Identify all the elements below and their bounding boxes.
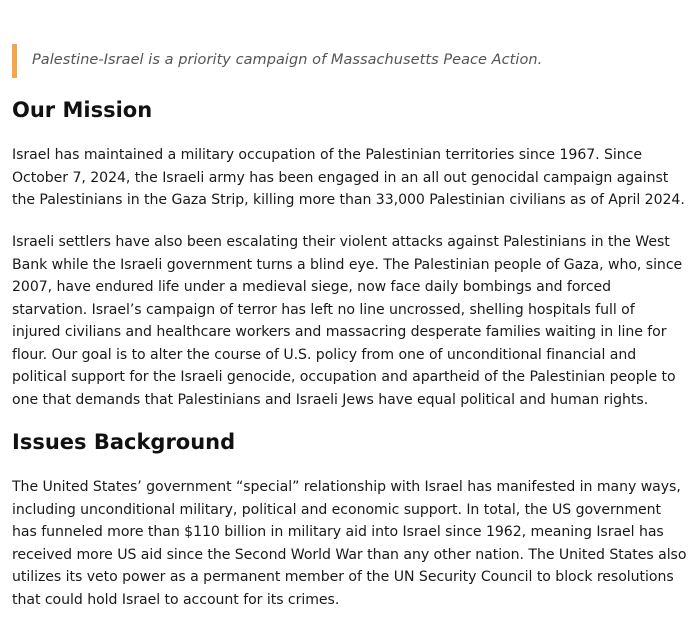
issues-paragraph-1: The United States’ government “special” relationship with Israel has manifested in many ways, including unconditional military, political and economic support. In total, the US government has funneled more than $110 billion in military aid into Israel since 1962, meaning Israel has received more US aid since the Second World War than any other nation. The United States also utilizes its veto power as a permanent member of the UN Security Council to block resolutions that could hold Israel to account for its crimes. [12,479,687,608]
issues-background-heading: Issues Background [12,430,236,454]
mission-paragraph-1: Israel has maintained a military occupation of the Palestinian territories since 1967. Since October 7, 2024, the Israeli army has been engaged in an all out genocidal campaign against the Palestinians in the Gaza Strip, killing more than 33,000 Palestinian civilians as of April 2024. [12,147,685,208]
mission-heading: Our Mission [12,98,153,122]
mission-paragraph-2: Israeli settlers have also been escalating their violent attacks against Palestinians in the West Bank while the Israeli government turns a blind eye. The Palestinian people of Gaza, who, since 2007, have endured life under a medieval siege, now face daily bombings and forced starvation. Israel’s campaign of terror has left no line uncrossed, shelling hospitals full of injured civilians and healthcare workers and massacring desperate families waiting in line for flour. Our goal is to alter the course of U.S. policy from one of unconditional financial and political support for the Israeli genocide, occupation and apartheid of the Palestinian people to one that demands that Palestinians and Israeli Jews have equal political and human rights. [12,234,683,408]
campaign-callout [12,44,672,78]
callout-text: Palestine-Israel is a priority campaign of Massachusetts Peace Action. [32,52,543,68]
